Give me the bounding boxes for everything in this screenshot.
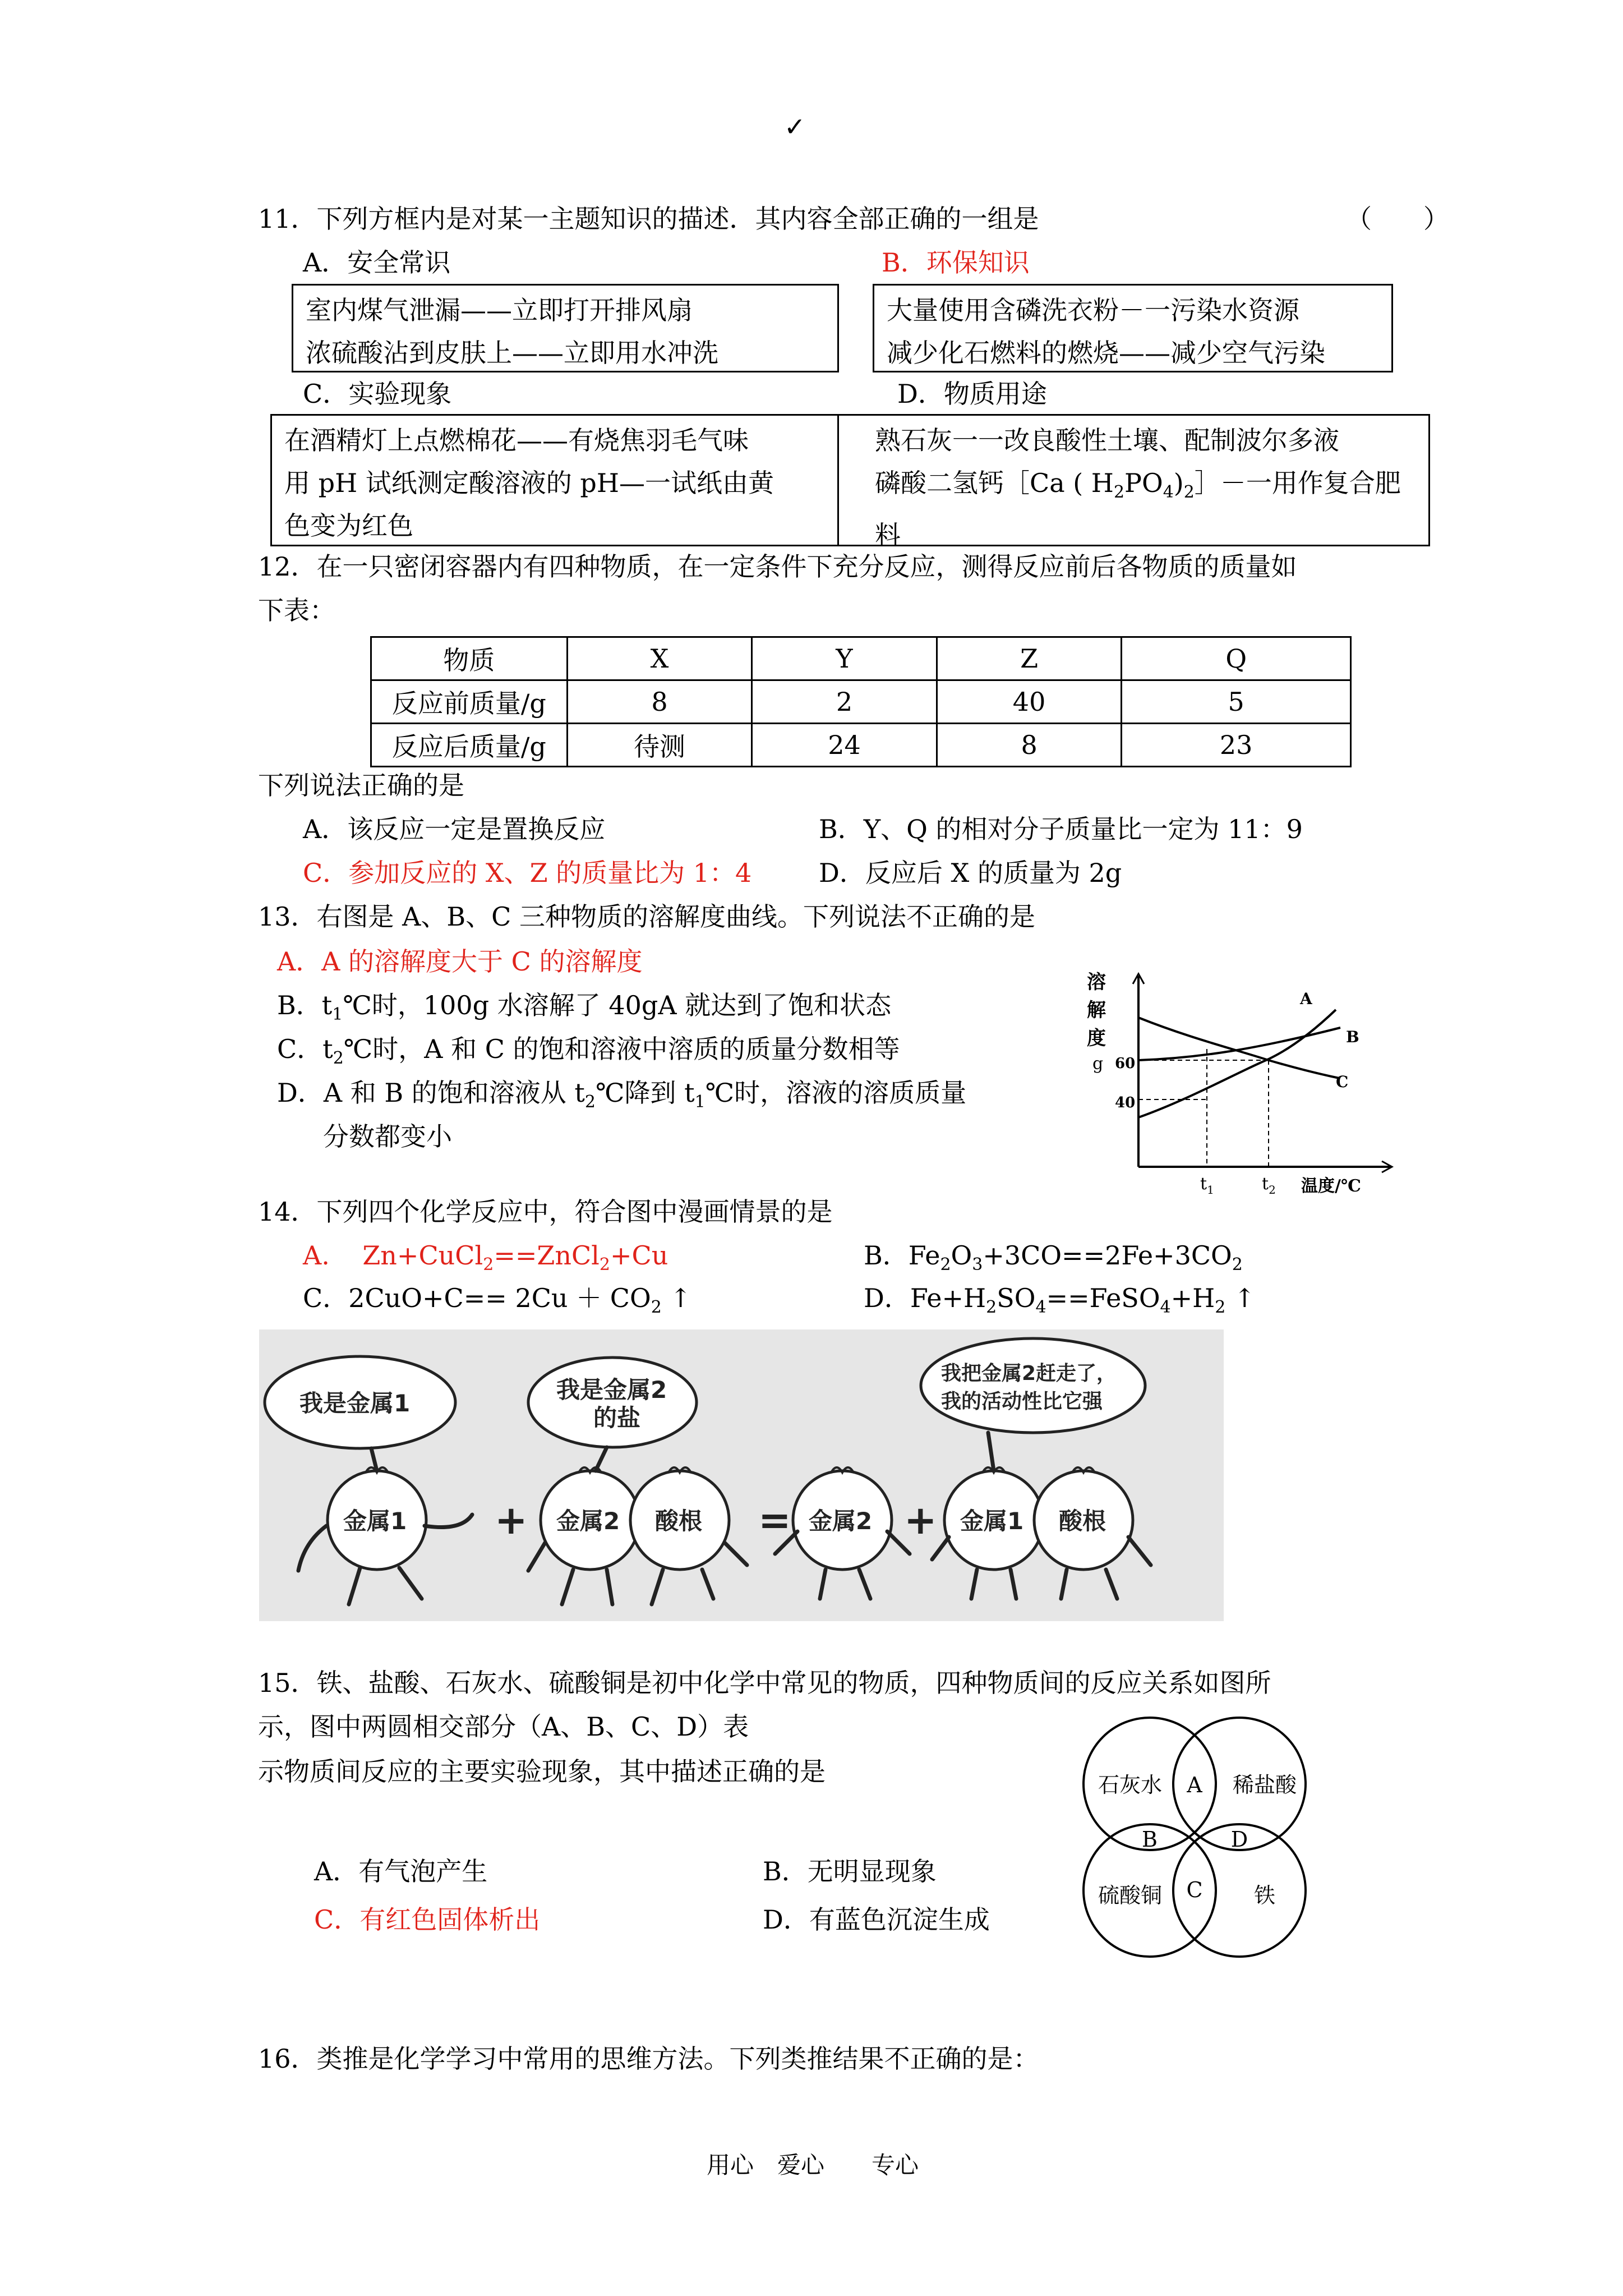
q11-stem: 11．下列方框内是对某一主题知识的描述．其内容全部正确的一组是 [258, 204, 1039, 234]
q11-option-a-title: A．安全常识 [303, 247, 451, 278]
table-cell: 反应后质量/g [371, 724, 568, 767]
metal-displacement-cartoon [259, 1329, 1224, 1621]
venn-label-acid: 稀盐酸 [1232, 1773, 1297, 1797]
q11-answer-paren: （ ） [1346, 204, 1449, 234]
face-label-acid: 酸根 [655, 1507, 703, 1535]
table-row [371, 724, 1351, 767]
q13-option-a: A．A 的溶解度大于 C 的溶解度 [277, 946, 643, 977]
y-axis-unit: g [1092, 1054, 1104, 1074]
curve-c [1138, 1018, 1339, 1078]
bubble-2-text-line1: 我是金属2 [556, 1376, 667, 1404]
table-cell: 24 [752, 724, 937, 767]
curve-a [1138, 1010, 1336, 1117]
q14-stem: 14．下列四个化学反应中，符合图中漫画情景的是 [258, 1197, 833, 1227]
q13-stem: 13．右图是 A、B、C 三种物质的溶解度曲线。下列说法不正确的是 [258, 901, 1035, 932]
table-header-cell: Q [1122, 637, 1351, 680]
q11-box-d [836, 414, 1430, 551]
q13-option-c: C．$t_2℃$时，A 和 C 的饱和溶液中溶质的质量分数相等 [277, 1034, 900, 1069]
q11-box-b-line2: 减少化石燃料的燃烧——减少空气污染 [887, 338, 1325, 368]
q11-option-d-title: D．物质用途 [897, 379, 1047, 409]
curve-label-a: A [1300, 990, 1312, 1008]
q12-option-a: A．该反应一定是置换反应 [303, 814, 606, 844]
q15-stem-line3: 示物质间反应的主要实验现象，其中描述正确的是 [258, 1756, 826, 1787]
table-header-cell: X [567, 637, 751, 680]
q12-option-b: B．Y、Q 的相对分子质量比一定为 11：9 [819, 814, 1303, 844]
table-cell: 8 [567, 680, 751, 724]
table-row [371, 680, 1351, 724]
q15-stem-line2: 示，图中两圆相交部分（A、B、C、D）表 [258, 1711, 749, 1742]
q15-option-a: A．有气泡产生 [314, 1856, 488, 1887]
curve-label-b: B [1346, 1028, 1359, 1046]
face-label-acid-right: 酸根 [1059, 1507, 1106, 1535]
q13-option-b: B．$t_1℃$时，100g 水溶解了 40gA 就达到了饱和状态 [277, 990, 892, 1025]
y-tick-label: 40 [1115, 1094, 1136, 1111]
q15-option-b: B．无明显现象 [763, 1856, 937, 1887]
q11-box-a-line1: 室内煤气泄漏——立即打开排风扇 [306, 295, 693, 325]
q11-box-d-line1: 熟石灰一一改良酸性土壤、配制波尔多液 [875, 425, 1339, 455]
y-axis-label-char: 溶 [1087, 971, 1106, 993]
venn-label-limewater: 石灰水 [1098, 1773, 1163, 1797]
q11-box-d-line2: 磷酸二氢钙［Ca ( $H_2PO_4)_2]-$一用作复合肥 [875, 468, 1401, 503]
cartoon-plus-1: + [495, 1497, 528, 1543]
q11-option-b-title: B．环保知识 [882, 247, 1030, 278]
table-header-cell: 物质 [371, 637, 568, 680]
page-footer: 用心 爱心 专心 [707, 2151, 919, 2179]
q11-box-a-line2: 浓硫酸沾到皮肤上——立即用水冲洗 [306, 338, 718, 368]
table-cell: 5 [1122, 680, 1351, 724]
face-label-metal2-right: 金属2 [809, 1507, 873, 1535]
q15-option-c: C．有红色固体析出 [314, 1904, 541, 1935]
face-label-metal1: 金属1 [343, 1507, 407, 1535]
cartoon-plus-2: + [904, 1497, 937, 1543]
y-axis-label-char: 解 [1087, 999, 1106, 1022]
speech-bubble-3 [921, 1338, 1145, 1433]
venn-region-c: C [1186, 1878, 1203, 1902]
venn-region-d: D [1230, 1827, 1248, 1852]
table-cell: 2 [752, 680, 937, 724]
y-tick-label: 60 [1115, 1055, 1136, 1072]
q11-box-a [292, 284, 839, 372]
q16-stem: 16．类推是化学学习中常用的思维方法。下列类推结果不正确的是： [258, 2044, 1039, 2074]
face-label-metal2: 金属2 [556, 1507, 620, 1535]
q11-box-c-line3: 色变为红色 [284, 510, 413, 541]
table-cell: 待测 [567, 724, 751, 767]
face-label-metal1-right: 金属1 [960, 1507, 1024, 1535]
q13-option-d: D．A 和 B 的饱和溶液从 $t_2℃$降到 $t_1℃$时，溶液的溶质质量 [277, 1078, 967, 1112]
table-cell: 40 [937, 680, 1122, 724]
reaction-venn-diagram [1071, 1700, 1352, 1980]
q14-option-b: B．$Fe_2O_3+3CO==2Fe+3CO_2$ [864, 1240, 1243, 1275]
q12-stem-line2: 下表： [258, 595, 335, 625]
q14-option-d: D．$Fe+H_2SO_4==FeSO_4+H_2$ ↑ [864, 1283, 1256, 1318]
table-header-row [371, 637, 1351, 680]
bubble-1-text: 我是金属1 [299, 1389, 411, 1417]
venn-label-iron: 铁 [1253, 1883, 1276, 1908]
q15-stem-line1: 15．铁、盐酸、石灰水、硫酸铜是初中化学中常见的物质，四种物质间的反应关系如图所 [258, 1668, 1271, 1698]
q11-box-d-line3: 料 [875, 520, 901, 551]
bubble-3-text-line2: 我的活动性比它强 [941, 1390, 1103, 1413]
curve-label-c: C [1336, 1073, 1349, 1091]
q12-stem-line1: 12．在一只密闭容器内有四种物质，在一定条件下充分反应，测得反应前后各物质的质量如 [258, 551, 1297, 582]
q12-prompt: 下列说法正确的是 [258, 770, 464, 800]
venn-region-a: A [1187, 1773, 1202, 1797]
q13-option-d-line2: 分数都变小 [323, 1121, 452, 1152]
y-axis-label-char: 度 [1087, 1027, 1106, 1050]
q14-option-c: C．$2CuO+C== 2Cu + CO_2$ ↑ [303, 1283, 691, 1318]
q12-option-d: D．反应后 X 的质量为 2g [819, 858, 1122, 888]
q11-box-b [873, 284, 1393, 372]
q11-option-c-title: C．实验现象 [303, 379, 452, 409]
bubble-3-text-line1: 我把金属2赶走了， [941, 1362, 1117, 1385]
q15-option-d: D．有蓝色沉淀生成 [763, 1904, 990, 1935]
q12-option-c: C．参加反应的 X、Z 的质量比为 1：4 [303, 858, 752, 888]
table-header-cell: Y [752, 637, 937, 680]
x-tick-label-t1: $t_1$ [1200, 1174, 1214, 1197]
x-tick-label-t2: $t_2$ [1262, 1174, 1276, 1197]
venn-label-copper-sulfate: 硫酸铜 [1098, 1883, 1163, 1908]
table-cell: 23 [1122, 724, 1351, 767]
table-cell: 8 [937, 724, 1122, 767]
table-header-cell: Z [937, 637, 1122, 680]
q11-box-c-line1: 在酒精灯上点燃棉花——有烧焦羽毛气味 [284, 425, 749, 455]
q12-mass-table [370, 636, 1352, 767]
q14-option-a: A. Zn+CuCl$_2$==ZnCl$_2$+Cu [303, 1240, 668, 1275]
q11-box-c [270, 414, 839, 546]
venn-region-b: B [1142, 1827, 1158, 1852]
x-axis-label: 温度/℃ [1301, 1176, 1361, 1196]
check-mark: ✓ [784, 112, 806, 142]
solubility-graph [1077, 965, 1413, 1200]
cartoon-equals: = [758, 1497, 791, 1543]
bubble-2-text-line2: 的盐 [593, 1404, 641, 1432]
table-cell: 反应前质量/g [371, 680, 568, 724]
q11-box-c-line2: 用 pH 试纸测定酸溶液的 pH—一试纸由黄 [284, 468, 774, 498]
q11-box-b-line1: 大量使用含磷洗衣粉－一污染水资源 [887, 295, 1299, 325]
